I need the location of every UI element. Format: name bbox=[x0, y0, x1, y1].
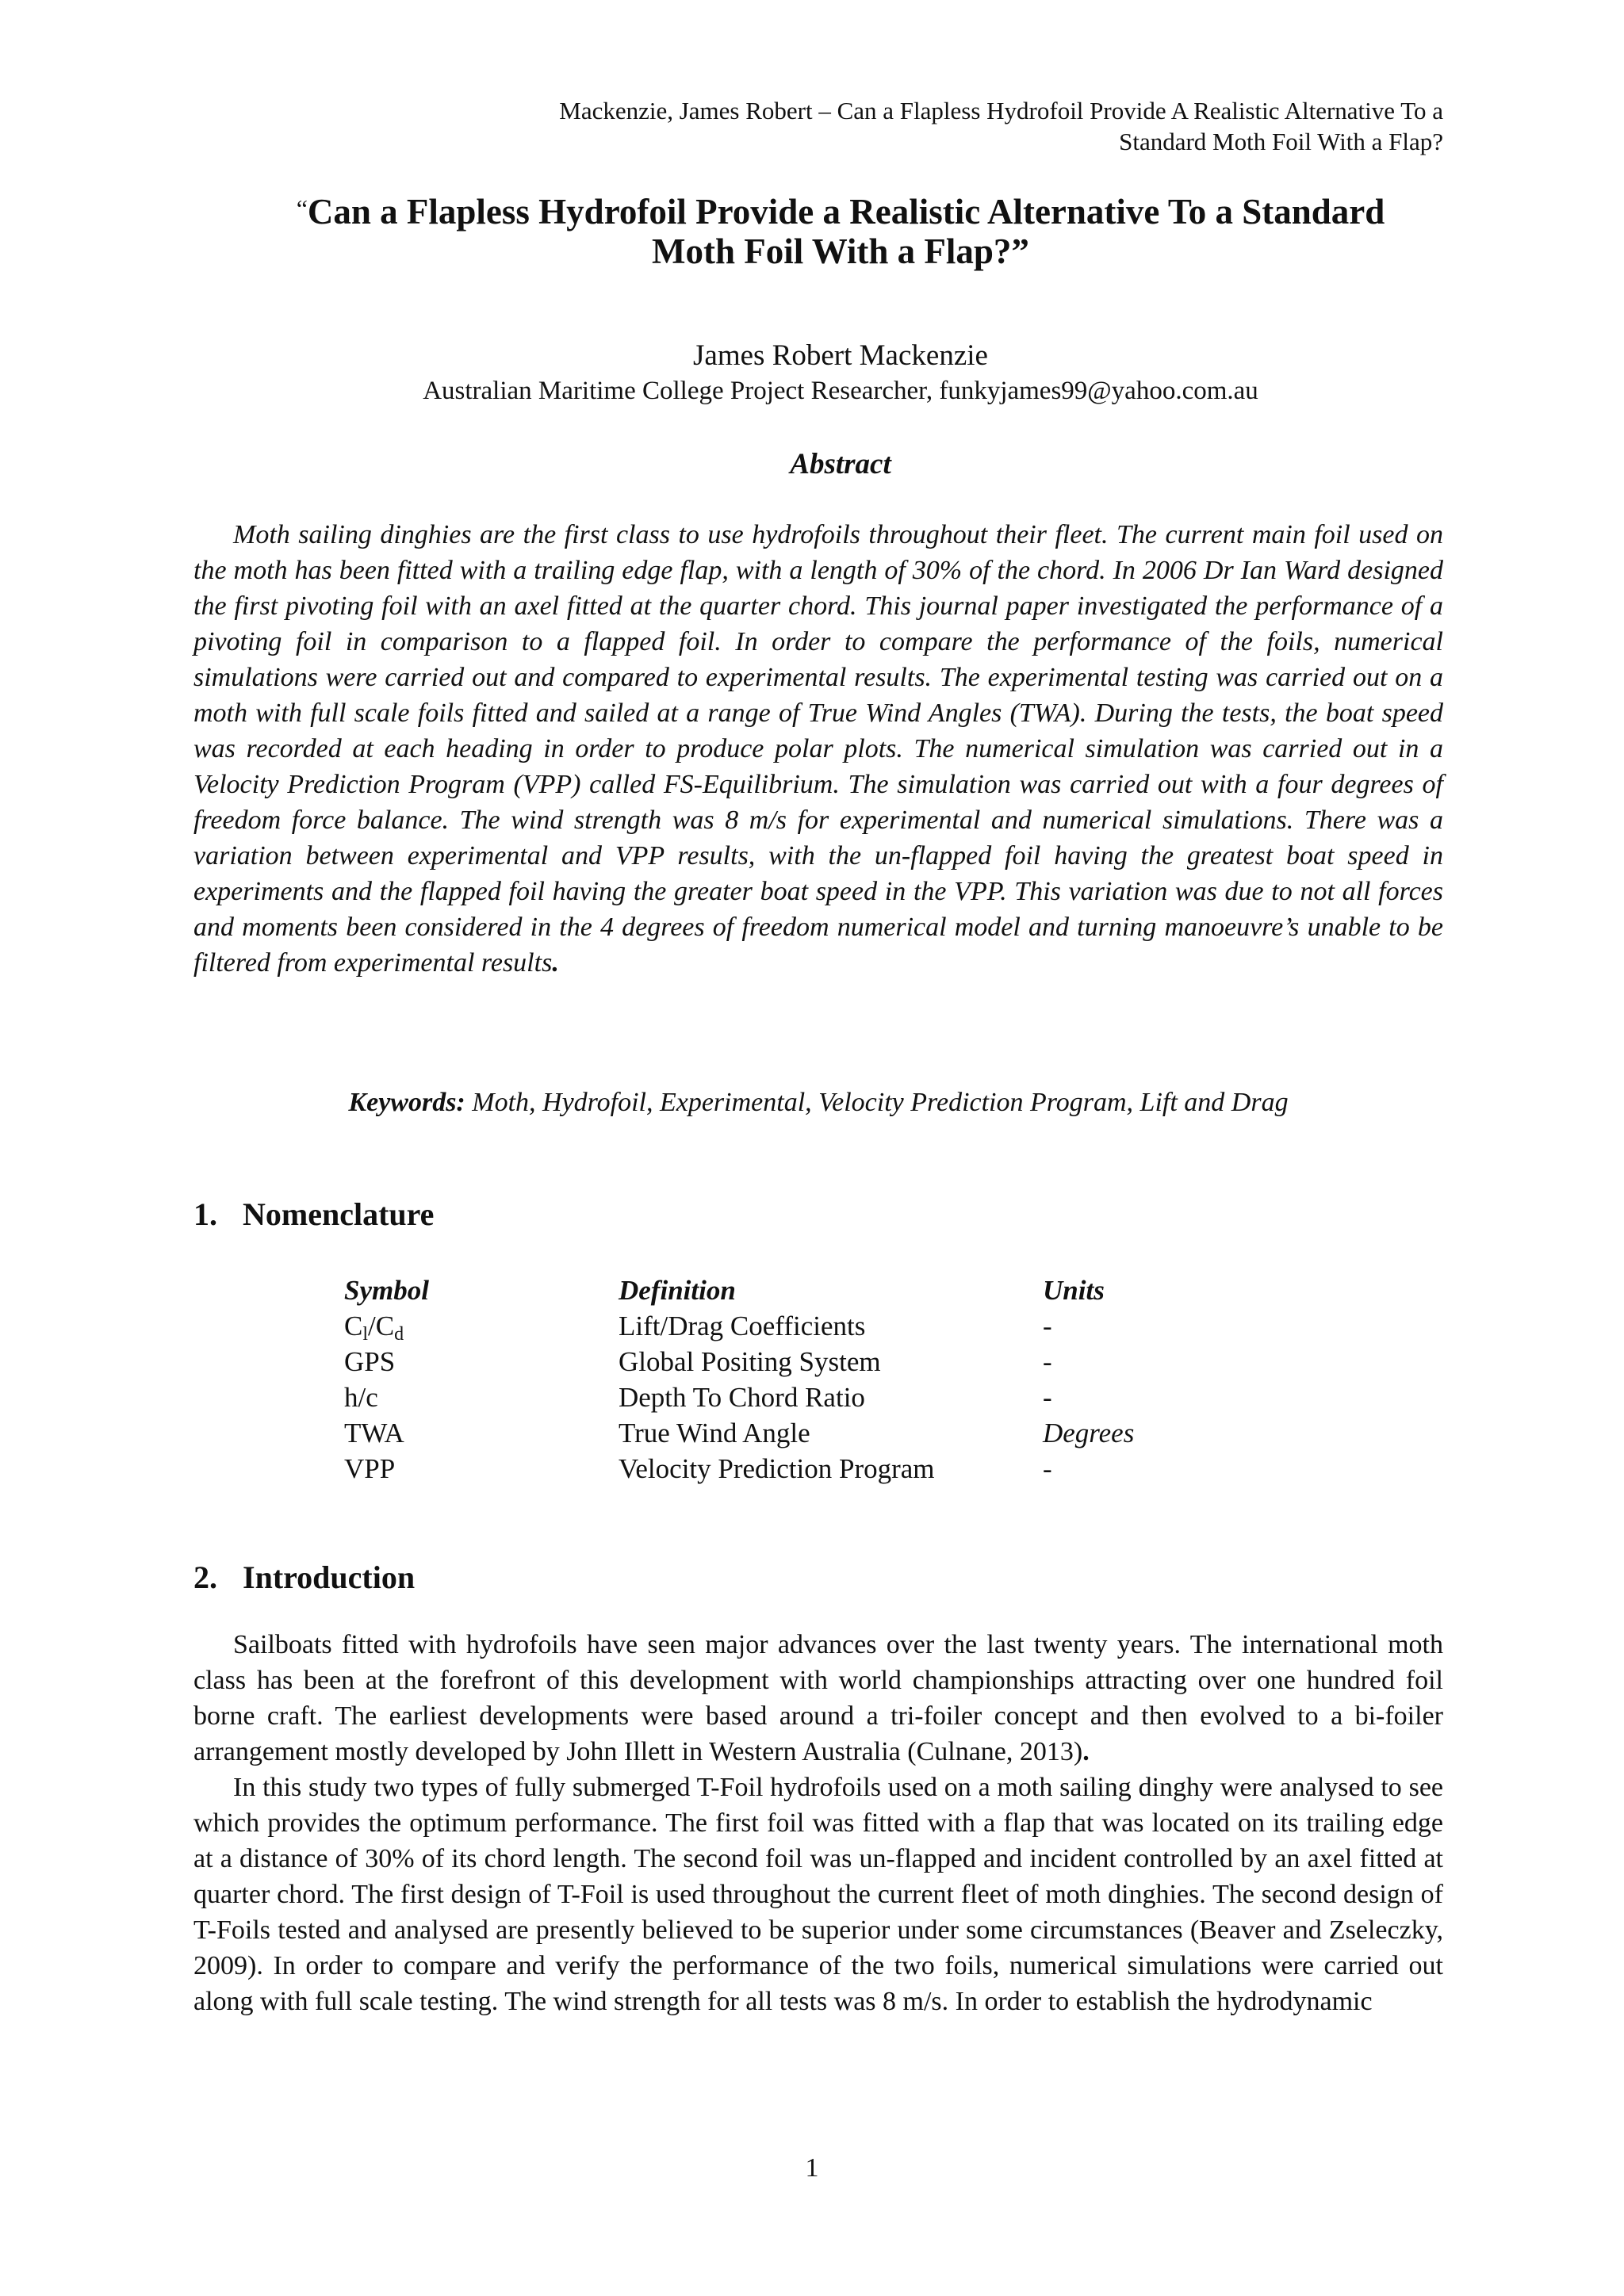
column-header-definition: Definition bbox=[619, 1275, 736, 1306]
title-line-1 bbox=[238, 189, 1443, 232]
symbol-cell: TWA bbox=[344, 1418, 404, 1448]
paragraph: In this study two types of fully submerged T-Foil hydrofoils used on a moth sailing dinghy were analysed to see which provides the optimum performance. The first foil was fitted with a flap that was located on its trailing edge at a distance of 30% of its chord length. The second foil was un-flapped and incident controlled by an axel fitted at quarter chord. The first design of T-Foil is used throughout the current fleet of moth dinghies. The second design of T-Foils tested and analysed are presently believed to be superior under some circumstances (Beaver and Zseleczky, 2009). In order to compare and verify the performance of the two foils, numerical simulations were carried out along with full scale testing. The wind strength for all tests was 8 m/s. In order to establish the hydrodynamic bbox=[193, 1773, 1443, 2016]
section-number: 2. bbox=[193, 1559, 217, 1595]
units-cell: - bbox=[1043, 1311, 1052, 1341]
units-cell: Degrees bbox=[1043, 1418, 1135, 1448]
units-cell: - bbox=[1043, 1346, 1052, 1377]
table-row bbox=[344, 1346, 1233, 1382]
running-head-line-2: Standard Moth Foil With a Flap? bbox=[1119, 128, 1443, 155]
keywords-label: Keywords: bbox=[348, 1088, 465, 1117]
symbol-cell bbox=[344, 1311, 619, 1346]
column-header-symbol: Symbol bbox=[344, 1275, 429, 1306]
keywords bbox=[193, 1088, 1443, 1118]
table-row bbox=[344, 1382, 1233, 1418]
definition-cell: Global Positing System bbox=[619, 1346, 881, 1377]
nomenclature-table bbox=[344, 1275, 1233, 1489]
symbol-base: /C bbox=[368, 1311, 395, 1341]
section-title: Introduction bbox=[243, 1559, 416, 1595]
units-cell: - bbox=[1043, 1382, 1052, 1413]
keywords-text: Moth, Hydrofoil, Experimental, Velocity Prediction Program, Lift and Drag bbox=[465, 1088, 1289, 1117]
definition-cell: Depth To Chord Ratio bbox=[619, 1382, 865, 1413]
abstract-heading: Abstract bbox=[790, 448, 891, 480]
symbol-subscript: l bbox=[362, 1324, 369, 1345]
page-number: 1 bbox=[805, 2153, 819, 2183]
title-line-2: Moth Foil With a Flap?” bbox=[652, 232, 1029, 271]
paragraph-end-mark: . bbox=[1082, 1737, 1090, 1766]
abstract-text: Moth sailing dinghies are the first class to use hydrofoils throughout their fleet. The current main foil used on the moth has been fitted with a trailing edge flap, with a length of 30% of the chord. In 2006 Dr Ian Ward designed the first pivoting foil with an axel fitted at the quarter chord. This journal paper investigated the performance of a pivoting foil in comparison to a flapped foil. In order to compare the performance of the foils, numerical simulations were carried out and compared to experimental results. The experimental testing was carried out on a moth with full scale foils fitted and sailed at a range of True Wind Angles (TWA). During the tests, the boat speed was recorded at each heading in order to produce polar plots. The numerical simulation was carried out in a Velocity Prediction Program (VPP) called FS-Equilibrium. The simulation was carried out with a four degrees of freedom force balance. The wind strength was 8 m/s for experimental and numerical simulations. There was a variation between experimental and VPP results, with the un-flapped foil having the greatest boat speed in experiments and the flapped foil having the greater boat speed in the VPP. This variation was due to not all forces and moments been considered in the 4 degrees of freedom numerical model and turning manoeuvre’s unable to be filtered from experimental results bbox=[193, 520, 1443, 978]
author-affiliation: Australian Maritime College Project Researcher, funkyjames99@yahoo.com.au bbox=[423, 377, 1258, 405]
table-header-row bbox=[344, 1275, 1233, 1311]
nomenclature-heading bbox=[193, 1196, 434, 1233]
paper-title bbox=[238, 189, 1443, 271]
title-open-quote: “ bbox=[296, 194, 308, 223]
column-header-units: Units bbox=[1043, 1275, 1105, 1306]
author-name: James Robert Mackenzie bbox=[693, 339, 988, 372]
symbol-cell: VPP bbox=[344, 1453, 396, 1484]
symbol-subscript: d bbox=[394, 1324, 404, 1345]
running-head bbox=[333, 95, 1443, 157]
running-head-line-1: Mackenzie, James Robert – Can a Flapless Hydrofoil Provide A Realistic Alternative To a bbox=[559, 97, 1443, 124]
table-row bbox=[344, 1453, 1233, 1489]
units-cell: - bbox=[1043, 1453, 1052, 1484]
definition-cell: Lift/Drag Coefficients bbox=[619, 1311, 866, 1341]
introduction-heading bbox=[193, 1559, 415, 1596]
paragraph bbox=[193, 1627, 1443, 1770]
definition-cell: True Wind Angle bbox=[619, 1418, 810, 1448]
table-row bbox=[344, 1418, 1233, 1453]
paragraph-text: Sailboats fitted with hydrofoils have seen major advances over the last twenty years. The international moth class has been at the forefront of this development with world championships attracting over one hundred foil borne craft. The earliest developments were based around a tri-foiler concept and then evolved to a bi-foiler arrangement mostly developed by John Illett in Western Australia (Culnane, 2013) bbox=[193, 1630, 1443, 1766]
table-row bbox=[344, 1311, 1233, 1346]
abstract-body bbox=[193, 517, 1443, 981]
symbol-cell: GPS bbox=[344, 1346, 396, 1377]
section-title: Nomenclature bbox=[243, 1196, 435, 1232]
introduction-body bbox=[193, 1627, 1443, 2019]
symbol-base: C bbox=[344, 1311, 363, 1341]
abstract-end-mark: . bbox=[552, 948, 559, 978]
section-number: 1. bbox=[193, 1196, 217, 1232]
title-line-1-text: Can a Flapless Hydrofoil Provide a Realistic Alternative To a Standard bbox=[307, 192, 1385, 232]
symbol-cell: h/c bbox=[344, 1382, 378, 1413]
definition-cell: Velocity Prediction Program bbox=[619, 1453, 935, 1484]
